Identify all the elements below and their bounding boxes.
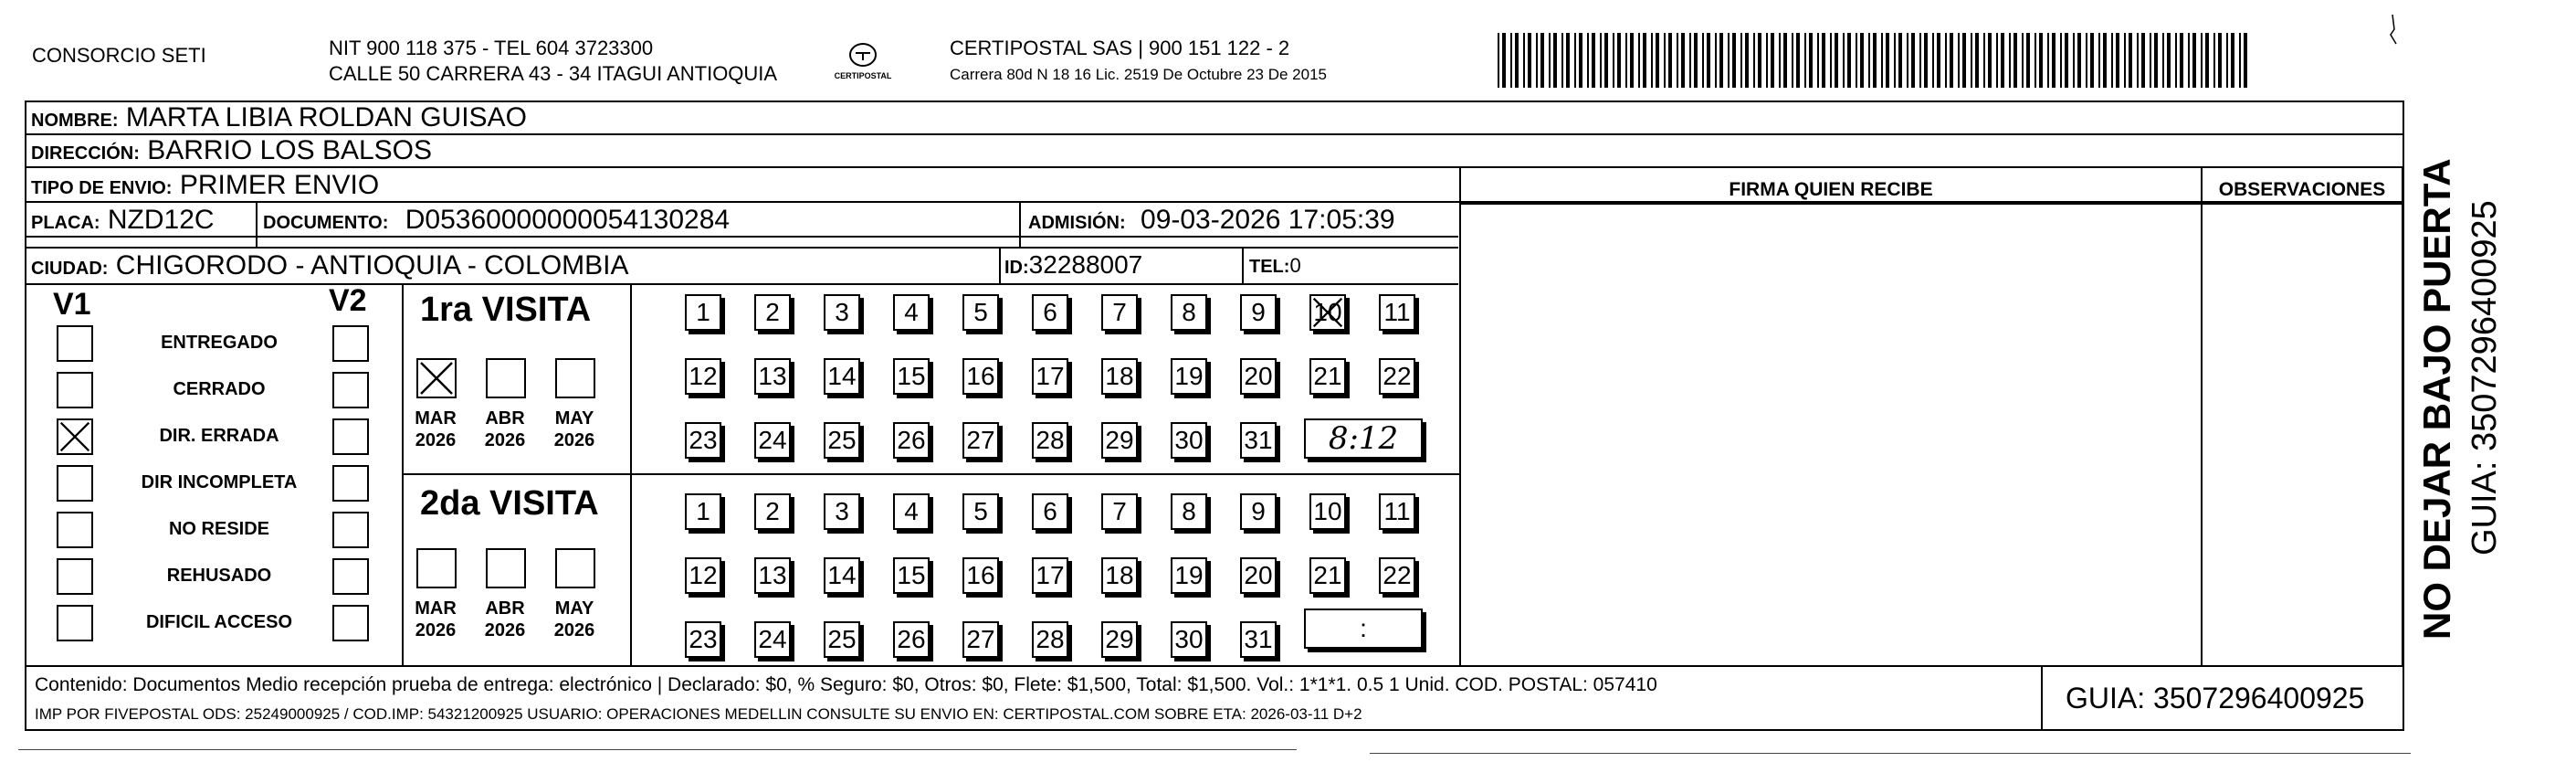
- v2-checkbox[interactable]: [332, 372, 369, 408]
- v2-checkbox[interactable]: [332, 325, 369, 362]
- barcode-bar: [1732, 33, 1736, 88]
- day-option[interactable]: 10: [1309, 294, 1346, 331]
- barcode-bar: [1962, 33, 1966, 88]
- row-divider: [25, 166, 2404, 168]
- month-label: MAY 2026: [553, 598, 595, 640]
- day-option[interactable]: 31: [1240, 422, 1277, 459]
- day-option[interactable]: 22: [1379, 358, 1415, 395]
- certipostal-line: CERTIPOSTAL SAS | 900 151 122 - 2: [950, 37, 1290, 59]
- barcode-bar: [1898, 33, 1902, 88]
- barcode-bar: [1919, 33, 1921, 88]
- barcode-bar: [1758, 33, 1761, 88]
- barcode-bar: [1689, 33, 1691, 88]
- id-field: ID:32288007: [1004, 250, 1143, 279]
- day-option[interactable]: 23: [685, 422, 721, 459]
- day-option[interactable]: 15: [893, 358, 930, 395]
- reason-label: DIR INCOMPLETA: [141, 472, 298, 492]
- day-option[interactable]: 24: [754, 621, 791, 658]
- x-mark-icon: [418, 360, 455, 397]
- svg-text:CERTIPOSTAL: CERTIPOSTAL: [834, 71, 892, 80]
- barcode-bar: [1779, 33, 1781, 88]
- barcode-bar: [2180, 33, 2183, 88]
- day-option[interactable]: 9: [1240, 294, 1277, 331]
- day-option[interactable]: 22: [1379, 557, 1415, 594]
- day-option[interactable]: 30: [1171, 422, 1207, 459]
- address-field: DIRECCIÓN: BARRIO LOS BALSOS: [31, 135, 433, 165]
- city: CHIGORODO - ANTIOQUIA - COLOMBIA: [115, 250, 629, 280]
- day-option[interactable]: 18: [1101, 557, 1138, 594]
- day-option[interactable]: 8: [1171, 294, 1207, 331]
- day-option[interactable]: 16: [962, 358, 999, 395]
- barcode-bar: [2073, 33, 2075, 88]
- barcode-bar: [2205, 33, 2209, 88]
- v2-checkbox[interactable]: [332, 465, 369, 502]
- reason-label: DIR. ERRADA: [159, 426, 279, 446]
- day-option[interactable]: 14: [824, 358, 860, 395]
- barcode-bar: [2047, 33, 2049, 88]
- barcode-bar: [1510, 33, 1512, 88]
- barcode-bar: [2116, 33, 2119, 88]
- barcode-bar: [1817, 33, 1819, 88]
- barcode-bar: [2065, 33, 2068, 88]
- barcode-bar: [1681, 33, 1685, 88]
- barcode-bar: [1677, 33, 1678, 88]
- day-option[interactable]: 31: [1240, 621, 1277, 658]
- day-option[interactable]: 1: [685, 294, 721, 331]
- barcode-bar: [2086, 33, 2087, 88]
- nit-line: NIT 900 118 375 - TEL 604 3723300: [329, 37, 654, 59]
- barcode-bar: [1843, 33, 1845, 88]
- barcode-bar: [1830, 33, 1832, 88]
- day-option[interactable]: 4: [893, 493, 930, 530]
- barcode-bar: [1847, 33, 1851, 88]
- reason-label: DIFICIL ACCESO: [145, 612, 292, 632]
- barcode-bar: [1945, 33, 1947, 88]
- row-divider: [1461, 203, 2404, 205]
- day-option[interactable]: 24: [754, 422, 791, 459]
- recipient-tel: 0: [1289, 254, 1301, 277]
- barcode-bar: [1600, 33, 1602, 88]
- barcode-bar: [1988, 33, 1992, 88]
- day-option[interactable]: 13: [754, 358, 791, 395]
- day-option[interactable]: 6: [1032, 294, 1068, 331]
- barcode-bar: [1540, 33, 1544, 88]
- barcode-bar: [2090, 33, 2094, 88]
- barcode-bar: [1809, 33, 1813, 88]
- day-option[interactable]: 3: [824, 294, 860, 331]
- barcode-bar: [1574, 33, 1576, 88]
- recipient-id: 32288007: [1028, 250, 1143, 279]
- barcode-bar: [1656, 33, 1659, 88]
- second-visit-title: 2da VISITA: [420, 484, 599, 523]
- day-option[interactable]: 1: [685, 493, 721, 530]
- col-divider: [1019, 201, 1021, 247]
- v1-checkbox[interactable]: [57, 465, 93, 502]
- first-visit-title: 1ra VISITA: [420, 291, 592, 329]
- barcode-bar: [2129, 33, 2132, 88]
- barcode-bar: [2239, 33, 2241, 88]
- signature-column-title: FIRMA QUIEN RECIBE: [1729, 179, 1933, 200]
- admission-field: ADMISIÓN: 09-03-2026 17:05:39: [1028, 205, 1395, 235]
- barcode-bar: [1804, 33, 1806, 88]
- barcode-bar: [1515, 33, 1519, 88]
- barcode-bar: [1617, 33, 1621, 88]
- plate: NZD12C: [107, 205, 215, 235]
- month-checkbox[interactable]: [486, 548, 526, 588]
- day-option[interactable]: 20: [1240, 358, 1277, 395]
- no-dejar-warning: NO DEJAR BAJO PUERTA: [2415, 158, 2458, 640]
- v2-checkbox[interactable]: [332, 418, 369, 455]
- day-option[interactable]: 10: [1309, 493, 1346, 530]
- month-checkbox[interactable]: [486, 358, 526, 398]
- row-divider: [25, 283, 1458, 285]
- day-option[interactable]: 29: [1101, 621, 1138, 658]
- day-option[interactable]: 27: [962, 621, 999, 658]
- first-visit-time: 8:12: [1304, 418, 1423, 459]
- row-divider: [25, 665, 2404, 667]
- barcode-bar: [2124, 33, 2126, 88]
- day-option[interactable]: 5: [962, 493, 999, 530]
- barcode-bar: [1498, 33, 1499, 88]
- barcode-bar: [1668, 33, 1672, 88]
- barcode-bar: [1740, 33, 1742, 88]
- tel-field: TEL:0: [1249, 254, 1301, 277]
- barcode-bar: [1553, 33, 1557, 88]
- barcode-bar: [1613, 33, 1614, 88]
- barcode-bar: [2001, 33, 2004, 88]
- day-option[interactable]: 27: [962, 422, 999, 459]
- barcode-bar: [1835, 33, 1838, 88]
- barcode-bar: [1745, 33, 1749, 88]
- barcode-bar: [1561, 33, 1563, 88]
- v1-checkbox[interactable]: [57, 605, 93, 641]
- barcode-bar: [2098, 33, 2100, 88]
- day-option[interactable]: 17: [1032, 358, 1068, 395]
- x-mark-icon: [1311, 296, 1344, 329]
- barcode-bar: [1996, 33, 1998, 88]
- day-option[interactable]: 11: [1379, 493, 1415, 530]
- day-option[interactable]: 19: [1171, 358, 1207, 395]
- barcode-bar: [2244, 33, 2247, 88]
- v1-checkbox[interactable]: [57, 325, 93, 362]
- barcode-bar: [1771, 33, 1774, 88]
- barcode-bar: [1715, 33, 1717, 88]
- barcode-bar: [1630, 33, 1634, 88]
- month-label: ABR 2026: [484, 598, 526, 640]
- barcode-bar: [1549, 33, 1551, 88]
- barcode-bar: [1528, 33, 1531, 88]
- barcode-bar: [1937, 33, 1940, 88]
- barcode-bar: [1924, 33, 1928, 88]
- scan-line: [18, 749, 1297, 750]
- barcode-bar: [2022, 33, 2024, 88]
- v1-checkbox[interactable]: [57, 558, 93, 595]
- barcode-bar: [1604, 33, 1608, 88]
- barcode-bar: [1566, 33, 1570, 88]
- city-field: CIUDAD: CHIGORODO - ANTIOQUIA - COLOMBIA: [31, 250, 629, 280]
- barcode-bar: [2201, 33, 2203, 88]
- barcode-bar: [1536, 33, 1538, 88]
- day-option[interactable]: 30: [1171, 621, 1207, 658]
- v2-checkbox[interactable]: [332, 605, 369, 641]
- day-option[interactable]: 17: [1032, 557, 1068, 594]
- day-option[interactable]: 21: [1309, 358, 1346, 395]
- barcode-bar: [1719, 33, 1723, 88]
- barcode-bar: [1950, 33, 1953, 88]
- barcode-bar: [1502, 33, 1506, 88]
- row-divider: [25, 236, 1458, 238]
- month-checkbox[interactable]: [416, 548, 457, 588]
- footer-guia: GUIA: 3507296400925: [2066, 682, 2365, 714]
- month-checkbox[interactable]: [416, 358, 457, 398]
- day-option[interactable]: 16: [962, 557, 999, 594]
- barcode-bar: [2052, 33, 2056, 88]
- barcode-bar: [2226, 33, 2228, 88]
- month-label: ABR 2026: [484, 408, 526, 450]
- barcode-bar: [1796, 33, 1800, 88]
- barcode-bar: [2035, 33, 2036, 88]
- barcode-bar: [2141, 33, 2145, 88]
- barcode-bar: [1783, 33, 1787, 88]
- barcode: [1498, 26, 2255, 91]
- barcode-bar: [2060, 33, 2062, 88]
- day-option[interactable]: 7: [1101, 493, 1138, 530]
- barcode-bar: [1707, 33, 1710, 88]
- barcode-bar: [1592, 33, 1595, 88]
- barcode-bar: [1860, 33, 1864, 88]
- day-option[interactable]: 7: [1101, 294, 1138, 331]
- admission: 09-03-2026 17:05:39: [1141, 205, 1395, 235]
- barcode-bar: [1868, 33, 1870, 88]
- day-option[interactable]: 15: [893, 557, 930, 594]
- day-option[interactable]: 25: [824, 422, 860, 459]
- day-option[interactable]: 25: [824, 621, 860, 658]
- barcode-bar: [1579, 33, 1582, 88]
- v1-label: V1: [53, 287, 91, 322]
- day-option[interactable]: 5: [962, 294, 999, 331]
- col-divider: [2201, 166, 2203, 665]
- barcode-bar: [2154, 33, 2158, 88]
- day-option[interactable]: 21: [1309, 557, 1346, 594]
- send-type-field: TIPO DE ENVIO: PRIMER ENVIO: [31, 170, 380, 200]
- barcode-bar: [2077, 33, 2081, 88]
- content-line: Contenido: Documentos Medio recepción prueba de entrega: electrónico | Declarado: $0, % Seguro: $0, Otros: $0, Flete: $1,500, Total: $1,500. Vol.: 1*1*1. 0.5 1 Unid. COD. POSTAL: 057410: [35, 674, 1657, 695]
- day-option[interactable]: 12: [685, 358, 721, 395]
- day-option[interactable]: 12: [685, 557, 721, 594]
- day-option[interactable]: 19: [1171, 557, 1207, 594]
- day-option[interactable]: 18: [1101, 358, 1138, 395]
- reason-label: ENTREGADO: [161, 333, 278, 353]
- barcode-bar: [1971, 33, 1972, 88]
- day-option[interactable]: 6: [1032, 493, 1068, 530]
- barcode-bar: [1753, 33, 1755, 88]
- barcode-bar: [1932, 33, 1934, 88]
- day-option[interactable]: 2: [754, 493, 791, 530]
- month-label: MAR 2026: [415, 408, 457, 450]
- barcode-bar: [1728, 33, 1730, 88]
- col-divider: [2041, 665, 2043, 731]
- day-option[interactable]: 28: [1032, 621, 1068, 658]
- barcode-bar: [1907, 33, 1908, 88]
- barcode-bar: [2013, 33, 2017, 88]
- row-divider: [402, 473, 1459, 475]
- v2-checkbox[interactable]: [332, 512, 369, 548]
- barcode-bar: [1625, 33, 1627, 88]
- barcode-bar: [1702, 33, 1704, 88]
- barcode-bar: [2192, 33, 2196, 88]
- reason-label: REHUSADO: [166, 566, 272, 586]
- col-divider: [2402, 166, 2403, 665]
- barcode-bar: [1975, 33, 1979, 88]
- send-type: PRIMER ENVIO: [179, 170, 380, 200]
- barcode-bar: [1822, 33, 1825, 88]
- second-visit-time: :: [1304, 609, 1423, 649]
- month-label: MAY 2026: [553, 408, 595, 450]
- scan-line: [1370, 753, 2411, 754]
- barcode-bar: [2231, 33, 2234, 88]
- day-option[interactable]: 23: [685, 621, 721, 658]
- day-option[interactable]: 3: [824, 493, 860, 530]
- barcode-bar: [1983, 33, 1985, 88]
- barcode-bar: [1587, 33, 1589, 88]
- reason-label: NO RESIDE: [168, 519, 270, 539]
- barcode-bar: [1766, 33, 1768, 88]
- v1-checkbox[interactable]: [57, 512, 93, 548]
- day-option[interactable]: 9: [1240, 493, 1277, 530]
- company-name: CONSORCIO SETI: [32, 44, 206, 67]
- barcode-bar: [2218, 33, 2222, 88]
- col-divider: [1459, 166, 1461, 665]
- day-option[interactable]: 8: [1171, 493, 1207, 530]
- barcode-bar: [2137, 33, 2139, 88]
- barcode-bar: [1694, 33, 1698, 88]
- v1-checkbox[interactable]: [57, 418, 93, 455]
- day-option[interactable]: 26: [893, 621, 930, 658]
- barcode-bar: [2167, 33, 2171, 88]
- barcode-bar: [2150, 33, 2151, 88]
- barcode-bar: [1638, 33, 1640, 88]
- col-divider: [999, 247, 1001, 283]
- barcode-bar: [2103, 33, 2107, 88]
- v2-label: V2: [329, 283, 367, 318]
- x-mark-icon: [58, 420, 91, 453]
- recipient-name: MARTA LIBIA ROLDAN GUISAO: [125, 102, 527, 132]
- day-option[interactable]: 20: [1240, 557, 1277, 594]
- barcode-bar: [2039, 33, 2043, 88]
- barcode-bar: [2175, 33, 2177, 88]
- document-field: DOCUMENTO: D05360000000054130284: [263, 205, 731, 235]
- month-label: MAR 2026: [415, 598, 457, 640]
- col-divider: [256, 201, 258, 247]
- day-option[interactable]: 13: [754, 557, 791, 594]
- name-field: NOMBRE: MARTA LIBIA ROLDAN GUISAO: [31, 102, 527, 132]
- reason-label: CERRADO: [173, 379, 266, 399]
- recipient-address: BARRIO LOS BALSOS: [147, 135, 433, 165]
- barcode-bar: [2111, 33, 2113, 88]
- barcode-bar: [2213, 33, 2215, 88]
- day-option[interactable]: 26: [893, 422, 930, 459]
- barcode-bar: [2009, 33, 2011, 88]
- day-option[interactable]: 11: [1379, 294, 1415, 331]
- month-checkbox[interactable]: [555, 548, 595, 588]
- day-option[interactable]: 2: [754, 294, 791, 331]
- barcode-bar: [1958, 33, 1960, 88]
- v1-checkbox[interactable]: [57, 372, 93, 408]
- day-option[interactable]: 29: [1101, 422, 1138, 459]
- address-line: CALLE 50 CARRERA 43 - 34 ITAGUI ANTIOQUIA: [329, 62, 778, 85]
- certipostal-logo: [831, 38, 895, 88]
- barcode-bar: [1886, 33, 1889, 88]
- month-checkbox[interactable]: [555, 358, 595, 398]
- plate-field: PLACA: NZD12C: [31, 205, 215, 235]
- barcode-bar: [1873, 33, 1877, 88]
- barcode-bar: [1792, 33, 1793, 88]
- barcode-bar: [1881, 33, 1883, 88]
- barcode-bar: [1643, 33, 1646, 88]
- col-divider: [1242, 247, 1244, 283]
- barcode-bar: [2162, 33, 2164, 88]
- document: D05360000000054130284: [405, 205, 731, 235]
- side-guia: GUIA: 3507296400925: [2466, 200, 2504, 556]
- license-line: Carrera 80d N 18 16 Lic. 2519 De Octubre 23 De 2015: [950, 66, 1327, 83]
- barcode-bar: [1911, 33, 1915, 88]
- barcode-bar: [1523, 33, 1525, 88]
- day-option[interactable]: 14: [824, 557, 860, 594]
- v2-checkbox[interactable]: [332, 558, 369, 595]
- barcode-bar: [1664, 33, 1666, 88]
- observations-column-title: OBSERVACIONES: [2218, 179, 2386, 200]
- day-option[interactable]: 4: [893, 294, 930, 331]
- pen-mark: [2385, 13, 2403, 57]
- barcode-bar: [1894, 33, 1896, 88]
- day-option[interactable]: 28: [1032, 422, 1068, 459]
- barcode-bar: [1651, 33, 1653, 88]
- imp-line: IMP POR FIVEPOSTAL ODS: 25249000925 / COD.IMP: 54321200925 USUARIO: OPERACIONES MEDELLIN CONSULTE SU ENVIO EN: CERTIPOSTAL.COM SOBRE ETA: 2026-03-11 D+2: [35, 705, 1362, 723]
- barcode-bar: [2188, 33, 2190, 88]
- barcode-bar: [2026, 33, 2030, 88]
- barcode-bar: [1856, 33, 1857, 88]
